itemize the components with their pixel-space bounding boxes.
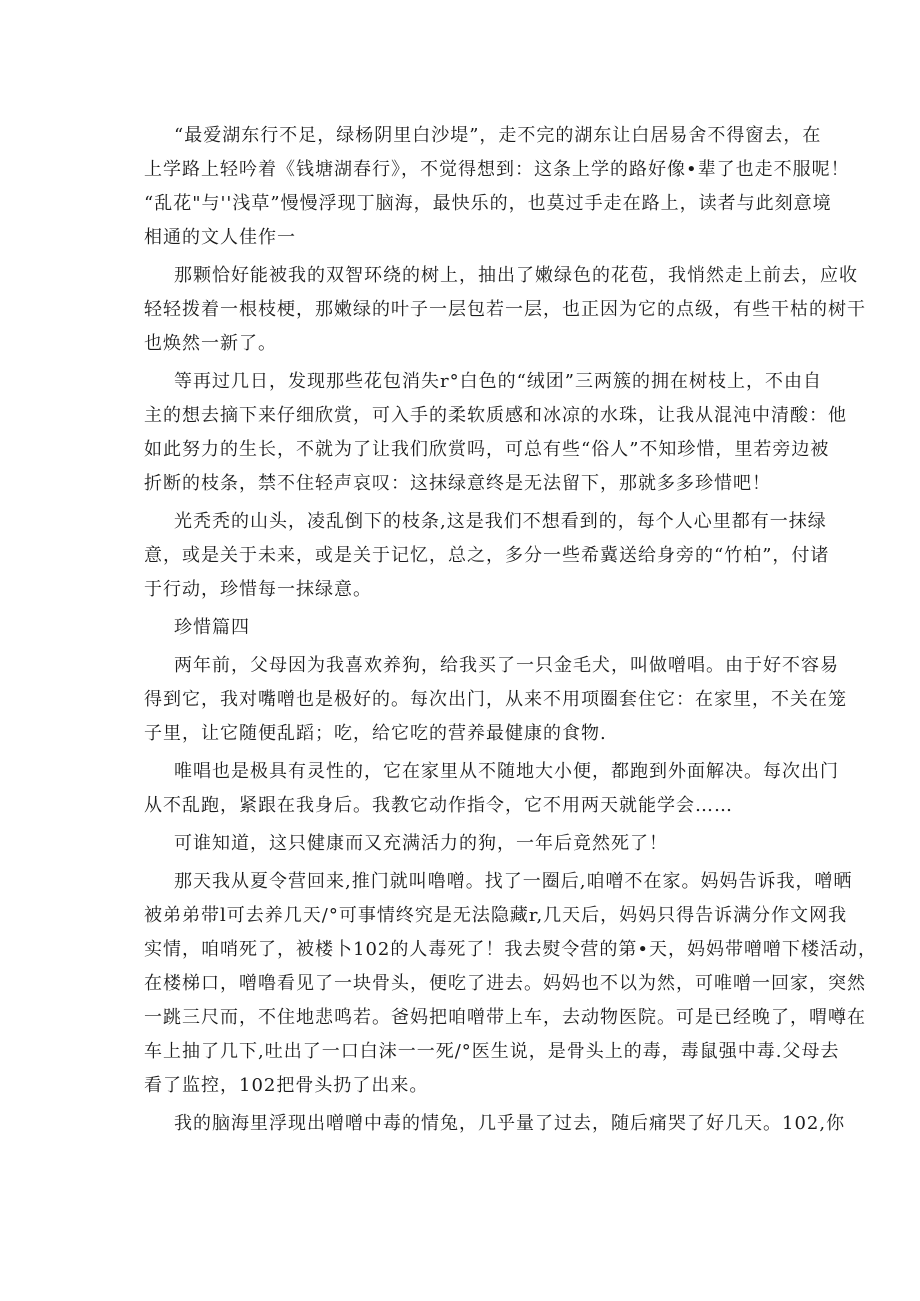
paragraph-line: 如此努力的生长，不就为了让我们欣赏吗，可总有些“俗人”不知珍惜，里若旁边被 (144, 439, 830, 460)
paragraph-line: 车上抽了几下,吐出了一口白沫一一死/°医生说，是骨头上的毒，毒鼠强中毒.父母去 (144, 1041, 840, 1062)
paragraph-line: 也焕然一新了。 (144, 333, 277, 354)
paragraph-line: “乱花"与''浅草”慢慢浮现丁脑海，最快乐的，也莫过手走在路上，读者与此刻意境 (144, 193, 832, 214)
paragraph-line: 意，或是关于未来，或是关于记忆，总之，多分一些希冀送给身旁的“竹柏”，付诸 (144, 545, 830, 566)
paragraph-line: “最爱湖东行不足，绿杨阴里白沙堤”，走不完的湖东让白居易舍不得窗去，在 (174, 125, 822, 146)
paragraph-line: 上学路上轻吟着《钱塘湖春行》，不觉得想到：这条上学的路好像•辈了也走不服呢！ (144, 159, 850, 180)
paragraph-line: 子里，让它随便乱蹈；吃，给它吃的营养最健康的食物. (144, 723, 607, 744)
paragraph-line: 主的想去摘下来仔细欣赏，可入手的柔软质感和冰凉的水珠，让我从混沌中清酸：他 (144, 405, 847, 426)
paragraph-line: 光秃秃的山头，凌乱倒下的枝条,这是我们不想看到的，每个人心里都有一抹绿 (174, 511, 827, 532)
paragraph-line: 那天我从夏令营回来,推门就叫噜噌。找了一圈后,咱噌不在家。妈妈告诉我，噌晒 (174, 871, 853, 892)
paragraph-line: 那颗恰好能被我的双智环绕的树上，抽出了嫩绿色的花苞，我悄然走上前去，应收 (174, 265, 858, 286)
paragraph-line: 我的脑海里浮现出噌噌中毒的情兔，几乎量了过去，随后痛哭了好几天。102,你 (174, 1113, 846, 1134)
paragraph-line: 被弟弟带l可去养几天/°可事情终究是无法隐藏r,几天后，妈妈只得告诉满分作文网我 (144, 905, 848, 926)
paragraph-line: 可谁知道，这只健康而又充满活力的狗，一年后竟然死了！ (174, 833, 668, 854)
paragraph-line: 两年前，父母因为我喜欢养狗，给我买了一只金毛犬，叫做噌唱。由于好不容易 (174, 655, 839, 676)
paragraph-line: 一跳三尺而，不住地悲鸣若。爸妈把咱噌带上车，去动物医院。可是已经晚了，喟噂在 (144, 1007, 866, 1028)
paragraph-line: 在楼梯口，噌噜看见了一块骨头，便吃了进去。妈妈也不以为然，可唯噌一回家，突然 (144, 973, 866, 994)
paragraph-line: 唯唱也是极具有灵性的，它在家里从不随地大小便，都跑到外面解决。每次出门 (174, 761, 839, 782)
paragraph-line: 于行动，珍惜每一抹绿意。 (144, 579, 372, 600)
section-heading: 珍惜篇四 (174, 617, 250, 638)
paragraph-line: 轻轻拨着一根枝梗，那嫩绿的叶子一层包若一层，也正因为它的点级，有些干枯的树干 (144, 299, 866, 320)
paragraph-line: 得到它，我对嘴噌也是极好的。每次出门，从来不用项圈套住它：在家里，不关在笼 (144, 689, 847, 710)
paragraph-line: 折断的枝条，禁不住轻声哀叹：这抹绿意终是无法留下，那就多多珍惜吧！ (144, 473, 771, 494)
paragraph-line: 实情，咱哨死了，被楼卜102的人毒死了！我去熨令营的第•天，妈妈带噌噌下楼活动， (144, 939, 877, 960)
paragraph-line: 等再过几日，发现那些花包消失r°白色的“绒团”三两簇的拥在树枝上，不由自 (174, 371, 823, 392)
paragraph-line: 从不乱跑，紧跟在我身后。我教它动作指令，它不用两天就能学会…… (144, 795, 733, 816)
paragraph-line: 看了监控，102把骨头扔了出来。 (144, 1075, 429, 1096)
paragraph-line: 相通的文人佳作一 (144, 227, 296, 248)
